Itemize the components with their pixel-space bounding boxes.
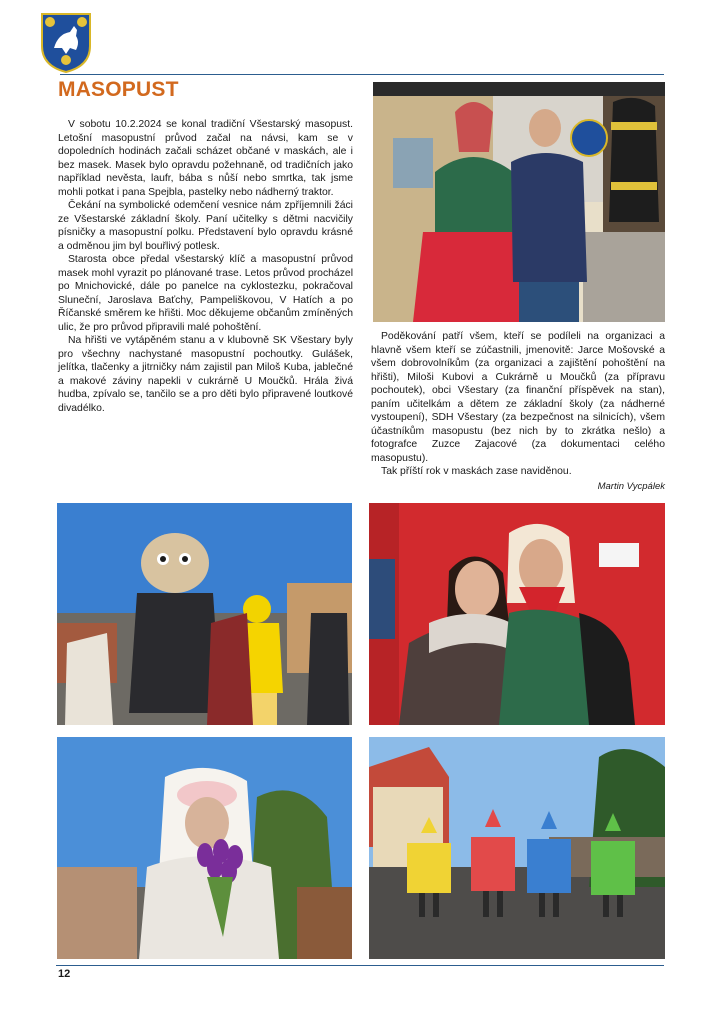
photo-bride-tulips [57,737,352,959]
paragraph: Starosta obce předal všestarský klíč a masopustní průvod masek mohl vyrazit po plánované trase. Letos průvod procházel po Mnichovické, dále po panelce na cyklostezku, pokračoval Sluneční, Jaroslava Baťchy, Pampeliškovou, V Hatích a po Říčanské směrem ke hřišti. Moc děkujeme občanům zmíněných ulic, že pro průvod připravili malé pohoštění. [58,254,353,333]
author-signature: Martin Vycpálek [597,480,665,492]
paragraph: V sobotu 10.2.2024 se konal tradiční Všestarský masopust. Letošní masopustní průvod začal na návsi, kam se v dopoledních hodinách začali scházet občané v maskách, ale i bez masek. Masek bylo opravdu požehnaně, od tradičních jako například nevěsta, laufr, bába s nůší nebo smrtka, tak jsme mohli potkat i pana Spejbla, pastelky nebo nádherný traktor. [58,119,353,198]
footer-rule [56,965,664,966]
paragraph: Poděkování patří všem, kteří se podíleli na organizaci a hlavně všem kteří se zúčastnili, jmenovitě: Jarce Mošovské a všem dobrovolníkům (za organizaci a zajištění pohoštění na hřišti), Miloši Kubovi a Cukrárně u Moučků (za přípravu pochoutek), obci Všestary (za finanční příspěvek na stan), paním učitelkám a dětem ze základní školy (za nádherné vystoupení), SDH Všestary (za bezpečnost na silnicích), všem účastníkům masopustu (bez nich by to zkrátka nešlo) a fotografce Zuzce Zajacové (za dokumentaci celého masopustu). [371,331,665,464]
coat-of-arms-logo [40,12,92,74]
article-title: MASOPUST [58,78,179,101]
photo-two-women [369,503,665,725]
horse-crest-icon [40,12,92,74]
photo-parade-spejbl [57,503,352,725]
paragraph: Na hřišti ve vytápěném stanu a v klubovně SK Všestary byly pro všechny nachystané masopustní pochoutky. Gulášek, jelítka, tlačenky a jitrničky nám zajistil pan Miloš Kuba, jablečné a makové záviny napekli v cukrárně U Moučků. Hrála živá hudba, zpívalo se, tančilo se a pro děti bylo připravené loutkové divadélko. [58,335,353,414]
page-number: 12 [58,968,71,980]
header-rule [60,74,664,75]
photo-masks-at-door [373,82,665,322]
paragraph: Čekání na symbolické odemčení vesnice nám zpříjemnili žáci ze Všestarské základní školy. Paní učitelky s dětmi nacvičily písničky a masopustní polku. Představení bylo opravdu krásné a odměnou jim byl bouřlivý potlesk. [58,200,353,252]
paragraph: Tak příští rok v maskách zase naviděnou. [381,466,572,477]
article-text-right [371,330,665,493]
article-text-left [58,118,353,415]
photo-crayon-costumes [369,737,665,959]
